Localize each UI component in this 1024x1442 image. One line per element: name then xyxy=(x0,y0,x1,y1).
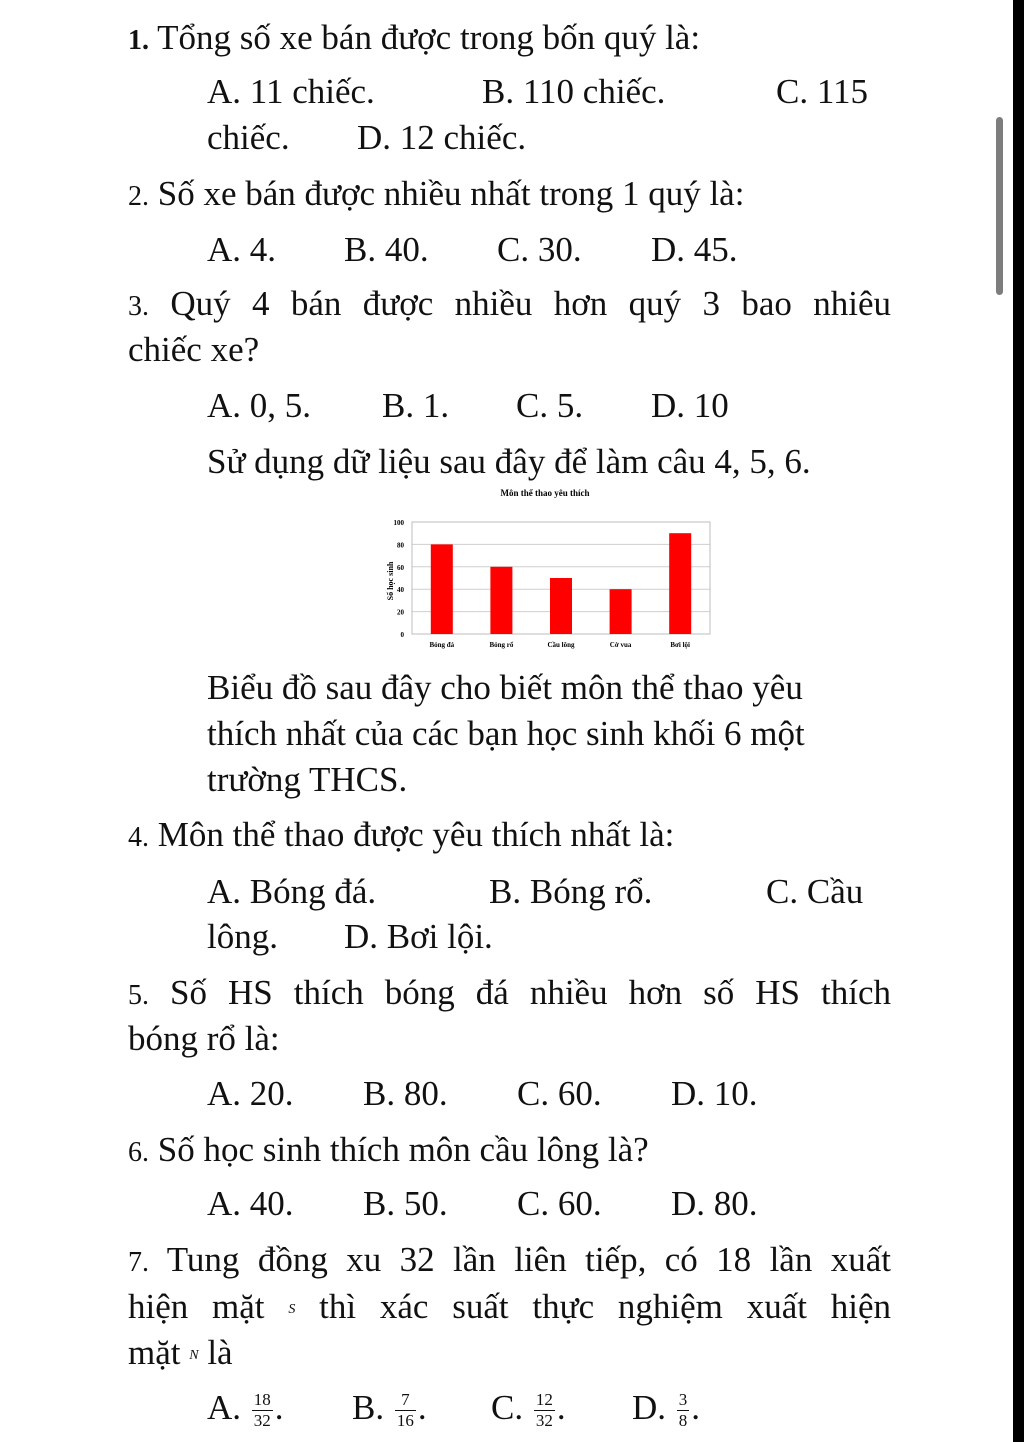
chart-x-tick-label: Bóng rổ xyxy=(489,641,514,649)
q1-option-c-cont: chiếc. xyxy=(207,118,290,157)
question-1-number: 1. xyxy=(128,25,149,56)
question-2 xyxy=(128,174,744,217)
scrollbar-thumb[interactable] xyxy=(996,117,1003,295)
chart-x-tick-label: Bóng đá xyxy=(429,641,455,649)
question-7-line-2 xyxy=(128,1287,891,1330)
q7-option-d xyxy=(632,1388,700,1431)
chart-description-line-2: thích nhất của các bạn học sinh khối 6 một xyxy=(207,714,805,753)
question-4-text: Môn thể thao được yêu thích nhất là: xyxy=(157,815,675,854)
fraction-numerator: 18 xyxy=(253,1390,271,1410)
q6-option-a: A. 40. xyxy=(207,1184,294,1223)
symbol-s: S xyxy=(288,1301,296,1317)
chart-bar xyxy=(669,533,691,634)
q6-option-b: B. 50. xyxy=(363,1184,448,1223)
q6-option-c: C. 60. xyxy=(517,1184,602,1223)
question-4-number: 4. xyxy=(128,822,149,853)
q5-option-c: C. 60. xyxy=(517,1074,602,1113)
q3-option-a: A. 0, 5. xyxy=(207,386,312,425)
q7-option-c xyxy=(491,1388,566,1431)
question-7-text-part: là xyxy=(207,1333,233,1372)
chart-title: Môn thể thao yêu thích xyxy=(500,488,590,498)
q2-option-c: C. 30. xyxy=(497,230,582,269)
fraction-b xyxy=(395,1390,416,1431)
question-3-number: 3. xyxy=(128,291,149,322)
question-7-number: 7. xyxy=(128,1247,149,1278)
q2-option-b: B. 40. xyxy=(344,230,429,269)
fraction-c xyxy=(534,1390,555,1431)
question-6-number: 6. xyxy=(128,1137,149,1168)
question-3-line-2: chiếc xe? xyxy=(128,330,260,369)
q1-option-c: C. 115 xyxy=(776,72,869,111)
symbol-n: N xyxy=(189,1347,199,1363)
question-5-line-1 xyxy=(128,973,891,1016)
question-5-number: 5. xyxy=(128,980,149,1011)
q5-option-a: A. 20. xyxy=(207,1074,294,1113)
question-7-text-part: hiện mặt xyxy=(128,1287,265,1326)
q3-option-c: C. 5. xyxy=(516,386,584,425)
chart-x-ticks xyxy=(429,641,690,649)
fraction-d xyxy=(677,1390,690,1431)
chart-bar xyxy=(610,589,632,634)
bar-chart xyxy=(380,484,720,660)
punct: . xyxy=(691,1388,701,1427)
chart-x-tick-label: Bơi lội xyxy=(670,641,691,649)
q4-option-c: C. Cầu xyxy=(766,872,864,911)
question-6 xyxy=(128,1130,649,1173)
chart-description-line-3: trường THCS. xyxy=(207,760,408,799)
q5-option-b: B. 80. xyxy=(363,1074,448,1113)
question-2-text: Số xe bán được nhiều nhất trong 1 quý là: xyxy=(157,174,745,213)
chart-y-tick-label: 20 xyxy=(397,608,404,617)
q5-option-d: D. 10. xyxy=(671,1074,758,1113)
question-4 xyxy=(128,815,674,858)
q1-option-d: D. 12 chiếc. xyxy=(357,118,527,157)
question-6-text: Số học sinh thích môn cầu lông là? xyxy=(157,1130,649,1169)
fraction-numerator: 7 xyxy=(395,1390,416,1411)
question-7-line-1 xyxy=(128,1240,891,1283)
fraction-denominator: 32 xyxy=(535,1411,553,1431)
q1-option-b: B. 110 chiếc. xyxy=(482,72,666,111)
q4-option-d: D. Bơi lội. xyxy=(344,917,493,956)
q7-option-a-label: A. xyxy=(207,1388,242,1427)
fraction-denominator: 8 xyxy=(678,1411,688,1431)
question-7-line-3 xyxy=(128,1333,233,1376)
q7-option-c-label: C. xyxy=(491,1388,524,1427)
fraction-denominator: 32 xyxy=(253,1411,271,1431)
q4-option-b: B. Bóng rổ. xyxy=(489,872,653,911)
q4-option-c-cont: lông. xyxy=(207,917,278,956)
q7-option-a xyxy=(207,1388,284,1431)
data-intro: Sử dụng dữ liệu sau đây để làm câu 4, 5, 6. xyxy=(207,442,811,481)
q2-option-a: A. 4. xyxy=(207,230,277,269)
q4-option-a: A. Bóng đá. xyxy=(207,872,377,911)
question-5-line-2: bóng rổ là: xyxy=(128,1019,280,1058)
punct: . xyxy=(556,1388,566,1427)
chart-description-line-1: Biểu đồ sau đây cho biết môn thể thao yêu xyxy=(207,668,803,707)
chart-y-axis-label: Số học sinh xyxy=(386,561,395,601)
question-7-text-part: thì xác suất thực nghiệm xuất hiện xyxy=(319,1287,892,1326)
chart-x-tick-label: Cầu lông xyxy=(547,641,575,649)
question-1-text: Tổng số xe bán được trong bốn quý là: xyxy=(157,18,701,57)
fraction-numerator: 3 xyxy=(678,1390,688,1410)
question-2-number: 2. xyxy=(128,181,149,212)
q2-option-d: D. 45. xyxy=(651,230,738,269)
question-1 xyxy=(128,18,700,61)
punct: . xyxy=(417,1388,427,1427)
q7-option-d-label: D. xyxy=(632,1388,667,1427)
question-3-line-1 xyxy=(128,284,891,327)
chart-y-tick-label: 60 xyxy=(397,563,404,572)
chart-bar xyxy=(490,567,512,634)
chart-x-tick-label: Cờ vua xyxy=(609,641,632,649)
chart-y-tick-label: 80 xyxy=(397,541,404,550)
q7-option-b-label: B. xyxy=(352,1388,385,1427)
question-3-text: Quý 4 bán được nhiều hơn quý 3 bao nhiêu xyxy=(170,284,892,323)
chart-y-tick-label: 0 xyxy=(400,631,404,639)
chart-bars xyxy=(431,533,691,634)
fraction-numerator: 12 xyxy=(535,1390,553,1410)
chart-bar xyxy=(550,578,572,634)
question-7-text-part: mặt xyxy=(128,1333,181,1372)
chart-y-ticks xyxy=(394,519,405,639)
q3-option-d: D. 10 xyxy=(651,386,729,425)
q6-option-d: D. 80. xyxy=(671,1184,758,1223)
question-5-text: Số HS thích bóng đá nhiều hơn số HS thích xyxy=(170,973,891,1012)
chart-y-tick-label: 40 xyxy=(397,586,404,595)
q3-option-b: B. 1. xyxy=(382,386,450,425)
chart-bar xyxy=(431,544,453,634)
punct: . xyxy=(274,1388,284,1427)
q1-option-a: A. 11 chiếc. xyxy=(207,72,375,111)
chart-y-tick-label: 100 xyxy=(393,519,404,527)
question-7-text: Tung đồng xu 32 lần liên tiếp, có 18 lần xuất xyxy=(166,1240,891,1279)
fraction-denominator: 16 xyxy=(396,1411,414,1431)
fraction-a xyxy=(252,1390,273,1431)
q7-option-b xyxy=(352,1388,427,1431)
